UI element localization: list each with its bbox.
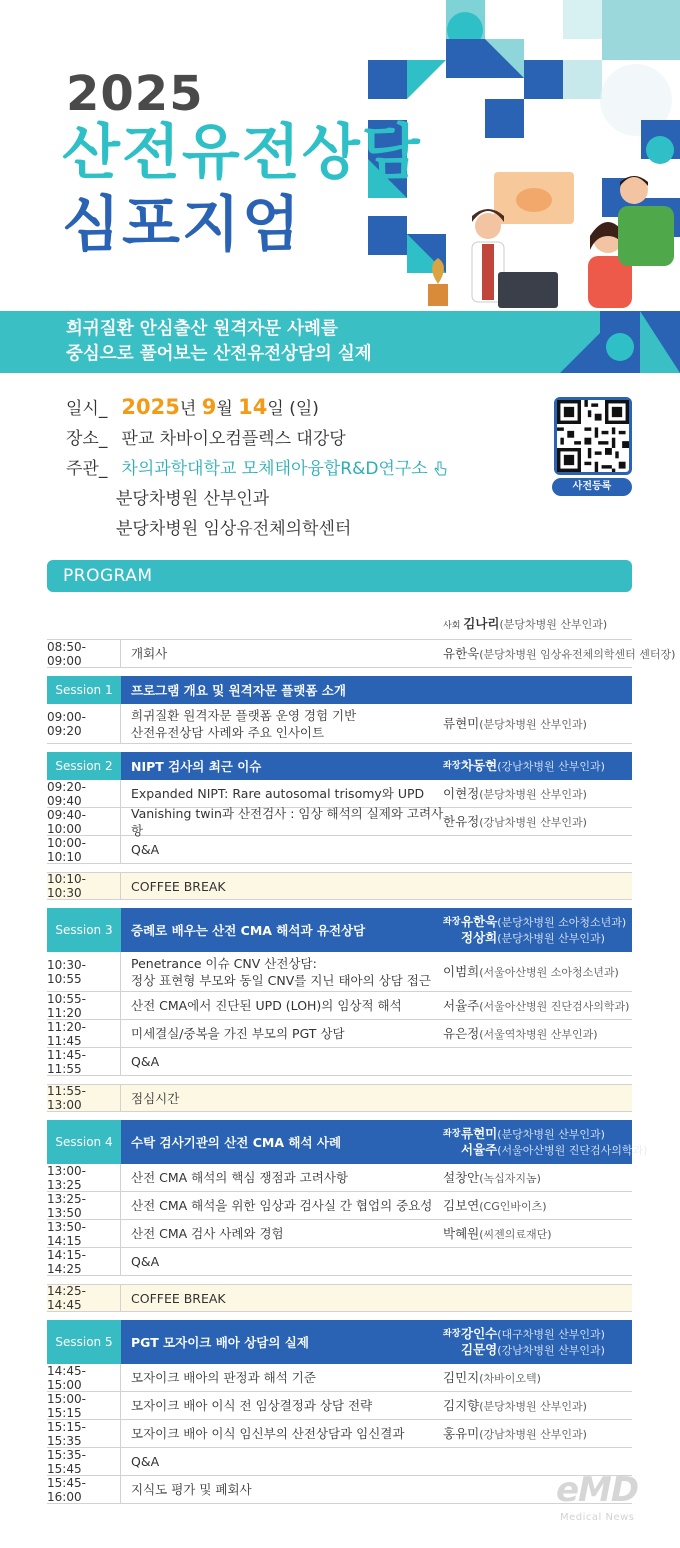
speaker-line (443, 786, 587, 802)
time-cell: 13:00-13:25 (47, 1164, 121, 1191)
moderator-affil: (분당차병원 산부인과) (499, 617, 608, 631)
hero-banner (0, 0, 680, 312)
band-decoration (480, 311, 680, 373)
subtitle-band (0, 311, 680, 373)
title-line: 산전 CMA 검사 사례와 경험 (131, 1226, 284, 1241)
speaker-affil: (분당차병원 산부인과) (479, 787, 587, 801)
session-title (131, 908, 451, 952)
talk-title (131, 1285, 451, 1311)
speaker-cell (443, 808, 632, 835)
time-cell: 15:15-15:35 (47, 1420, 121, 1447)
speaker-affil: (차바이오텍) (479, 1371, 541, 1385)
speaker-line (443, 1370, 541, 1386)
speaker-line (461, 1326, 605, 1342)
speaker-name: 유한욱 (443, 645, 480, 661)
speaker-affil: (강남차병원 산부인과) (479, 1427, 587, 1441)
speaker-line (443, 1026, 598, 1042)
speaker-affil: (CG인바이츠) (479, 1199, 547, 1213)
talk-title (131, 1476, 451, 1503)
speaker-name: 서율주 (461, 1142, 498, 1157)
speaker-line (443, 646, 675, 662)
speaker-affil: (대구차병원 산부인과) (497, 1328, 605, 1341)
speaker-affil: (씨젠의료재단) (479, 1227, 552, 1241)
speaker-line (461, 930, 605, 946)
event-year: 2025 (66, 66, 204, 122)
talk-title (131, 1448, 451, 1475)
time-cell: 15:00-15:15 (47, 1392, 121, 1419)
break-row (47, 1084, 632, 1112)
speaker-cell (443, 1364, 632, 1391)
speaker-name: 류현미 (443, 715, 480, 731)
schedule-row (47, 1420, 632, 1448)
time-cell: 13:25-13:50 (47, 1192, 121, 1219)
venue-label: 장소_ (66, 429, 108, 449)
talk-title (131, 1420, 451, 1447)
chair-label: 좌장 (443, 1129, 461, 1139)
title-line: 개회사 (131, 646, 168, 661)
speaker-name: 류현미 (461, 1126, 498, 1141)
time-cell: 09:40-10:00 (47, 808, 121, 835)
time-cell: 10:30-10:55 (47, 952, 121, 991)
speaker-affil: (분당차병원 산부인과) (497, 932, 605, 945)
session-header-row (47, 1320, 632, 1364)
talk-title (131, 1220, 451, 1247)
schedule-row (47, 1020, 632, 1048)
title-line: Vanishing twin과 산전검사 : 임상 해석의 실제와 고려사항 (131, 805, 444, 838)
title-line: 지식도 평가 및 폐회사 (131, 1482, 252, 1497)
time-cell: 10:55-11:20 (47, 992, 121, 1019)
schedule-row (47, 1364, 632, 1392)
host-label: 주관_ (66, 459, 108, 479)
time-cell: 14:15-14:25 (47, 1248, 121, 1275)
schedule-row (47, 952, 632, 992)
speaker-name: 정상희 (461, 930, 498, 945)
talk-title (131, 1248, 451, 1275)
speaker-cell (443, 992, 632, 1019)
host-link[interactable]: 차의과학대학교 모체태아융합R&D연구소 (121, 459, 428, 479)
venue-row (66, 424, 536, 454)
schedule-row (47, 1220, 632, 1248)
speaker-affil: (분당차병원 산부인과) (479, 717, 587, 731)
host-3: 분당차병원 임상유전체의학센터 (116, 519, 352, 539)
talk-title (131, 640, 451, 667)
speaker-name: 강인수 (461, 1326, 498, 1341)
time-cell: 13:50-14:15 (47, 1220, 121, 1247)
title-line: 모자이크 배아의 판정과 해석 기준 (131, 1370, 316, 1385)
moderator-role: 사회 (443, 620, 464, 631)
host-row (66, 454, 536, 484)
speaker-affil: (분당차병원 산부인과) (479, 1399, 587, 1413)
session-label: Session 1 (47, 676, 121, 704)
date-day: 14 (238, 395, 268, 419)
title-line: Penetrance 이슈 CNV 산전상담: (131, 955, 317, 971)
time-cell: 10:00-10:10 (47, 836, 121, 863)
speaker-line (461, 1142, 647, 1158)
speaker-name: 유한욱 (461, 914, 498, 929)
break-row (47, 872, 632, 900)
session-chairs (443, 1120, 648, 1164)
speaker-name: 홍유미 (443, 1425, 480, 1441)
session-header-row (47, 676, 632, 704)
speaker-line (461, 758, 605, 774)
venue: 판교 차바이오컴플렉스 대강당 (121, 429, 346, 449)
speaker-cell (443, 1220, 632, 1247)
title-line: Q&A (131, 1054, 160, 1069)
speaker-name: 박혜원 (443, 1225, 480, 1241)
title-line: 점심시간 (131, 1090, 180, 1106)
date-year: 2025 (121, 395, 180, 419)
speaker-affil: (서울아산병원 소아청소년과) (479, 965, 619, 979)
subtitle-line1: 희귀질환 안심출산 원격자문 사례를 (66, 319, 338, 339)
speaker-affil: (강남차병원 산부인과) (479, 815, 587, 829)
speaker-name: 김문영 (461, 1342, 498, 1357)
talk-title (131, 1364, 451, 1391)
speaker-cell (443, 780, 632, 807)
schedule-row (47, 1448, 632, 1476)
speaker-line (443, 1226, 552, 1242)
schedule-row (47, 836, 632, 864)
speaker-line (443, 1198, 547, 1214)
session-title (131, 1120, 451, 1164)
schedule-row (47, 1048, 632, 1076)
session-title (131, 676, 451, 704)
schedule-row (47, 1192, 632, 1220)
title-line: Q&A (131, 1454, 160, 1469)
speaker-name: 김민지 (443, 1369, 480, 1385)
speaker-line (443, 1170, 541, 1186)
title-line: NIPT 검사의 최근 이슈 (131, 758, 262, 774)
title-line: 미세결실/중복을 가진 부모의 PGT 상담 (131, 1026, 345, 1041)
title-line: 산전유전상담 사례와 주요 인사이트 (131, 724, 325, 740)
date-year-unit: 년 (179, 399, 202, 419)
time-cell: 14:45-15:00 (47, 1364, 121, 1391)
speaker-cell (443, 1392, 632, 1419)
speaker-name: 김보연 (443, 1197, 480, 1213)
speaker-line (443, 964, 619, 980)
program-title: PROGRAM (63, 566, 153, 586)
time-cell: 09:00-09:20 (47, 704, 121, 743)
talk-title (131, 1164, 451, 1191)
talk-title (131, 1085, 451, 1111)
schedule-row (47, 1164, 632, 1192)
program-header (47, 560, 632, 592)
speaker-affil: (녹십자지놈) (479, 1171, 541, 1185)
session-chairs (443, 908, 632, 952)
event-title-line2: 심포지엄 (62, 190, 302, 260)
speaker-cell (443, 640, 676, 667)
speaker-affil: (강남차병원 산부인과) (497, 1344, 605, 1357)
speaker-cell (443, 1192, 632, 1219)
speaker-affil: (서울아산병원 진단검사의학과) (497, 1144, 648, 1157)
speaker-name: 차동현 (461, 758, 498, 773)
schedule-row (47, 1248, 632, 1276)
speaker-cell (443, 1020, 632, 1047)
event-subtitle (66, 317, 372, 367)
register-label: 사전등록 (572, 481, 612, 492)
title-line: Q&A (131, 842, 160, 857)
date-month-unit: 월 (216, 399, 239, 419)
title-line: 수탁 검사기관의 산전 CMA 해석 사례 (131, 1134, 342, 1150)
speaker-affil: (서울역차병원 산부인과) (479, 1027, 598, 1041)
session-title (131, 752, 451, 780)
speaker-affil: (서울아산병원 진단검사의학과) (479, 999, 630, 1013)
date-label: 일시_ (66, 399, 108, 419)
speaker-line (461, 914, 626, 930)
session-label: Session 4 (47, 1120, 121, 1164)
time-cell: 15:45-16:00 (47, 1476, 121, 1503)
title-line: 모자이크 배아 이식 전 임상결정과 상담 전략 (131, 1398, 373, 1413)
speaker-cell (443, 1420, 632, 1447)
moderator-line (443, 616, 607, 634)
session-header-row (47, 1120, 648, 1164)
moderator-row (47, 610, 632, 640)
speaker-line (461, 1126, 605, 1142)
title-line: Expanded NIPT: Rare autosomal trisomy와 UPD (131, 786, 425, 801)
time-cell: 14:25-14:45 (47, 1285, 121, 1311)
session-label: Session 5 (47, 1320, 121, 1364)
break-row (47, 1284, 632, 1312)
speaker-name: 이현정 (443, 785, 480, 801)
time-cell: 15:35-15:45 (47, 1448, 121, 1475)
speaker-cell (443, 704, 632, 743)
speaker-line (443, 1426, 587, 1442)
speaker-name: 김지향 (443, 1397, 480, 1413)
time-cell: 10:10-10:30 (47, 873, 121, 899)
talk-title (131, 1020, 451, 1047)
watermark-logo: eMD (556, 1470, 639, 1510)
chair-label: 좌장 (443, 761, 461, 771)
session-chairs (443, 1320, 632, 1364)
speaker-affil: (분당차병원 임상유전체의학센터 센터장) (479, 647, 676, 661)
title-line: 희귀질환 원격자문 플랫폼 운영 경험 기반 (131, 707, 357, 723)
speaker-name: 서율주 (443, 997, 480, 1013)
title-line: 산전 CMA 해석의 핵심 쟁점과 고려사항 (131, 1170, 348, 1185)
event-info (66, 392, 536, 544)
talk-title (131, 836, 451, 863)
speaker-line (443, 716, 587, 732)
talk-title (131, 805, 451, 838)
session-header-row (47, 752, 632, 780)
chair-label: 좌장 (443, 917, 461, 927)
pointer-hand-icon (433, 461, 447, 477)
speaker-name: 한유정 (443, 813, 480, 829)
speaker-cell (443, 952, 632, 991)
date-month: 9 (201, 395, 217, 419)
speaker-affil: (분당차병원 산부인과) (497, 1128, 605, 1141)
speaker-line (443, 1398, 587, 1414)
title-line: 정상 표현형 부모와 동일 CNV를 지닌 태아의 상담 접근 (131, 972, 431, 988)
speaker-name: 이범희 (443, 963, 480, 979)
date-row (66, 392, 536, 424)
schedule-row (47, 704, 632, 744)
speaker-line (461, 1342, 605, 1358)
speaker-name: 유은정 (443, 1025, 480, 1041)
date-day-unit: 일 (일) (267, 399, 319, 419)
title-line: 증례로 배우는 산전 CMA 해석과 유전상담 (131, 922, 366, 938)
speaker-affil: (분당차병원 소아청소년과) (497, 916, 627, 929)
registration-qr-code[interactable] (554, 397, 632, 475)
session-chairs (443, 752, 632, 780)
title-line: 프로그램 개요 및 원격자문 플랫폼 소개 (131, 682, 346, 698)
schedule-row (47, 639, 676, 668)
time-cell: 08:50-09:00 (47, 640, 121, 667)
speaker-line (443, 814, 587, 830)
talk-title (131, 952, 451, 991)
speaker-cell (443, 1164, 632, 1191)
title-line: COFFEE BREAK (131, 1290, 226, 1306)
subtitle-line2: 중심으로 풀어보는 산전유전상담의 실제 (66, 344, 372, 364)
moderator-name: 김나리 (463, 615, 500, 631)
time-cell: 11:55-13:00 (47, 1085, 121, 1111)
title-line: 산전 CMA 해석을 위한 임상과 검사실 간 협업의 중요성 (131, 1198, 433, 1213)
register-button[interactable] (552, 478, 632, 496)
schedule-row (47, 1476, 632, 1504)
schedule-row (47, 805, 632, 838)
title-line: COFFEE BREAK (131, 878, 226, 894)
talk-title (131, 992, 451, 1019)
event-title-line1: 산전유전상담 (62, 118, 422, 188)
time-cell: 09:20-09:40 (47, 780, 121, 807)
host-2: 분당차병원 산부인과 (116, 489, 270, 509)
speaker-affil: (강남차병원 산부인과) (497, 760, 605, 773)
title-line: 산전 CMA에서 진단된 UPD (LOH)의 임상적 해석 (131, 998, 402, 1013)
chair-label: 좌장 (443, 1329, 461, 1339)
time-cell: 11:45-11:55 (47, 1048, 121, 1075)
schedule-row (47, 992, 632, 1020)
session-label: Session 2 (47, 752, 121, 780)
title-line: 모자이크 배아 이식 임신부의 산전상담과 임신결과 (131, 1426, 405, 1441)
speaker-name: 설창안 (443, 1169, 480, 1185)
talk-title (131, 873, 451, 899)
session-title (131, 1320, 451, 1364)
session-label: Session 3 (47, 908, 121, 952)
talk-title (131, 1192, 451, 1219)
session-header-row (47, 908, 632, 952)
talk-title (131, 1392, 451, 1419)
talk-title (131, 780, 451, 807)
moderator-speaker (443, 610, 632, 639)
watermark-sub: Medical News (560, 1512, 635, 1523)
title-line: Q&A (131, 1254, 160, 1269)
talk-title (131, 1048, 451, 1075)
schedule-row (47, 1392, 632, 1420)
qr-code-graphic (557, 400, 629, 472)
talk-title (131, 704, 451, 743)
speaker-line (443, 998, 629, 1014)
title-line: PGT 모자이크 배아 상담의 실제 (131, 1334, 309, 1350)
time-cell: 11:20-11:45 (47, 1020, 121, 1047)
